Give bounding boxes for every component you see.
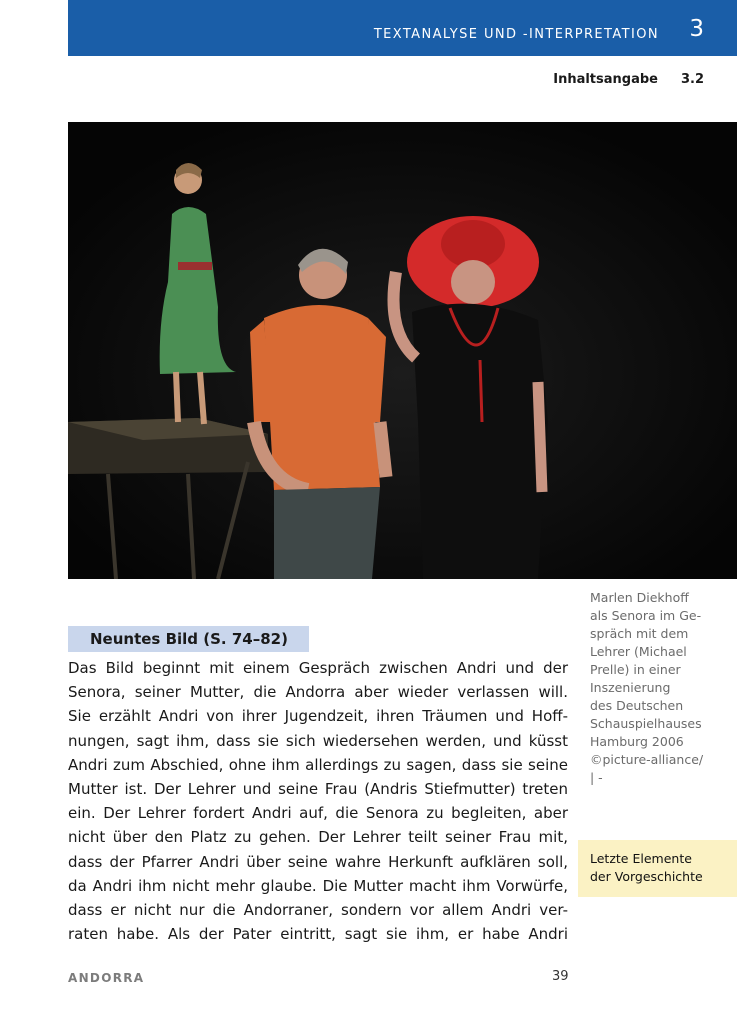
caption-line: als Senora im Ge-: [590, 608, 702, 623]
margin-note-line: Letzte Elemente: [590, 851, 692, 866]
caption-line: ©picture-alliance/: [590, 752, 704, 767]
body-line: nicht über den Platz zu gehen. Der Lehrer teilt seiner Frau mit,: [68, 828, 568, 847]
body-line: Das Bild beginnt mit einem Gespräch zwischen Andri und der: [68, 659, 568, 677]
caption-line: | -: [590, 770, 603, 785]
body-line: dass der Pfarrer Andri über seine wahre Herkunft aufklären soll,: [68, 852, 568, 871]
caption-line: Schauspielhauses: [590, 716, 702, 731]
footer-book-title: ANDORRA: [68, 971, 145, 985]
body-line: Sie erzählt Andri von ihrer Jugendzeit, ihren Träumen und Hoff-: [68, 707, 568, 726]
caption-line: Hamburg 2006: [590, 734, 684, 749]
body-line: raten habe. Als der Pater eintritt, sagt sie ihm, er habe Andri: [68, 925, 568, 944]
body-line: Andri zum Abschied, ohne ihm allerdings zu sagen, dass sie seine: [68, 755, 568, 774]
caption-line: Inszenierung: [590, 680, 671, 695]
caption-line: des Deutschen: [590, 698, 684, 713]
section-number: 3.2: [680, 72, 704, 87]
section-name: Inhaltsangabe: [553, 72, 658, 87]
caption-line: Marlen Diekhoff: [590, 590, 689, 605]
page-number: 39: [552, 969, 569, 984]
chapter-title: TEXTANALYSE UND -INTERPRETATION: [373, 27, 659, 42]
chapter-number: 3: [689, 16, 704, 42]
section-heading: Neuntes Bild (S. 74–82): [68, 626, 309, 652]
margin-note: [578, 840, 737, 897]
caption-line: Lehrer (Michael: [590, 644, 687, 659]
stage-photo: [68, 122, 737, 579]
body-line: da Andri ihm nicht mehr glaube. Die Mutter macht ihm Vorwürfe,: [68, 876, 568, 895]
caption-line: spräch mit dem: [590, 626, 689, 641]
body-line: nungen, sagt ihm, dass sie sich wiedersehen werden, und küsst: [68, 731, 568, 750]
chapter-header-bar: [68, 0, 737, 56]
body-line: ein. Der Lehrer fordert Andri auf, die Senora zu begleiten, aber: [68, 804, 568, 823]
margin-note-line: der Vorgeschichte: [590, 869, 703, 884]
caption-line: Prelle) in einer: [590, 662, 681, 677]
photo-caption: [590, 589, 730, 787]
body-line: dass er nicht nur die Andorraner, sondern vor allem Andri ver-: [68, 901, 568, 920]
body-paragraph: [68, 656, 568, 946]
body-line: Senora, seiner Mutter, die Andorra aber wieder verlassen will.: [68, 683, 568, 702]
body-line: Mutter ist. Der Lehrer und seine Frau (Andris Stiefmutter) treten: [68, 780, 568, 799]
section-subheader: [0, 72, 737, 92]
